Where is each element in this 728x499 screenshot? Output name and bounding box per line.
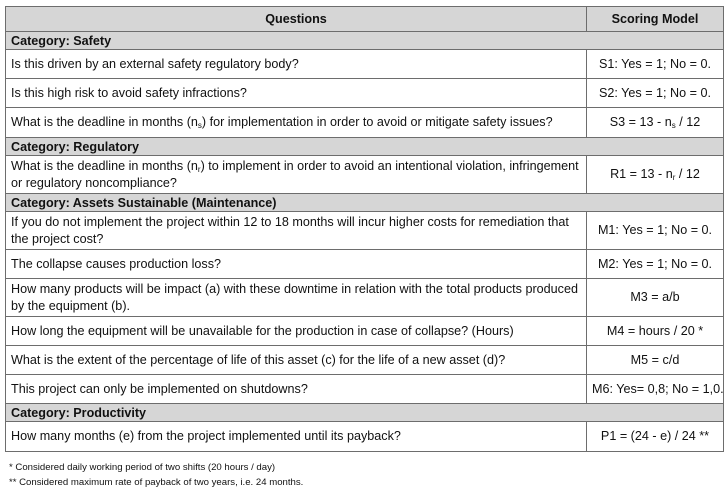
category-productivity: Category: Productivity	[6, 404, 724, 422]
question-r1-text: What is the deadline in months (n	[11, 158, 198, 173]
table-row	[6, 156, 724, 194]
question-m1: If you do not implement the project within 12 to 18 months will incur higher costs for remediation that the project cost?	[6, 212, 587, 250]
question-s3	[6, 108, 587, 138]
footnote-1: * Considered daily working period of two shifts (20 hours / day)	[9, 462, 276, 473]
category-row	[6, 138, 724, 156]
table-row	[6, 375, 724, 404]
score-s1: S1: Yes = 1; No = 0.	[587, 50, 724, 79]
table-row	[6, 50, 724, 79]
score-m5: M5 = c/d	[587, 346, 724, 375]
question-m4: How long the equipment will be unavailable for the production in case of collapse? (Hours)	[6, 317, 587, 346]
table-header-row	[6, 7, 724, 32]
question-s3-text-end: ) for implementation in order to avoid or mitigate safety issues?	[201, 115, 553, 129]
score-m4: M4 = hours / 20 *	[587, 317, 724, 346]
footnote-2: ** Considered maximum rate of payback of two years, i.e. 24 months.	[9, 477, 304, 488]
table-row	[6, 250, 724, 279]
category-regulatory: Category: Regulatory	[6, 138, 724, 156]
questions-header: Questions	[6, 7, 587, 32]
question-m5: What is the extent of the percentage of life of this asset (c) for the life of a new asset (d)?	[6, 346, 587, 375]
question-m3: How many products will be impact (a) with these downtime in relation with the total products produced by the equipment (b).	[6, 279, 587, 317]
table-row	[6, 212, 724, 250]
category-assets: Category: Assets Sustainable (Maintenance)	[6, 194, 724, 212]
scoring-table	[5, 6, 724, 452]
subscript: r	[197, 164, 201, 174]
score-p1: P1 = (24 - e) / 24 **	[587, 422, 724, 452]
score-m6: M6: Yes= 0,8; No = 1,0.	[587, 375, 724, 404]
table-row	[6, 79, 724, 108]
question-s1: Is this driven by an external safety regulatory body?	[6, 50, 587, 79]
table-row	[6, 422, 724, 452]
question-p1: How many months (e) from the project implemented until its payback?	[6, 422, 587, 452]
question-m2: The collapse causes production loss?	[6, 250, 587, 279]
score-r1	[587, 156, 724, 194]
category-safety: Category: Safety	[6, 32, 724, 50]
table-row	[6, 279, 724, 317]
subscript: s	[197, 121, 202, 130]
table-row	[6, 108, 724, 138]
score-m2: M2: Yes = 1; No = 0.	[587, 250, 724, 279]
table-row	[6, 317, 724, 346]
score-m3: M3 = a/b	[587, 279, 724, 317]
table-row	[6, 346, 724, 375]
question-r1	[6, 156, 587, 194]
score-s3	[587, 108, 724, 138]
subscript: s	[671, 121, 676, 130]
category-row	[6, 404, 724, 422]
score-r1-text: R1 = 13 - n	[610, 167, 673, 181]
score-r1-text-end: / 12	[675, 167, 700, 181]
category-row	[6, 32, 724, 50]
score-m1: M1: Yes = 1; No = 0.	[587, 212, 724, 250]
score-s3-text-end: / 12	[675, 115, 701, 129]
footnotes	[9, 460, 303, 490]
question-r1-text-end: ) to implement in order to avoid an intentional violation, infringement or regulatory noncompliance?	[11, 158, 579, 190]
subscript: r	[672, 173, 676, 182]
question-s3-text: What is the deadline in months (n	[11, 115, 198, 129]
question-s2: Is this high risk to avoid safety infractions?	[6, 79, 587, 108]
question-m6: This project can only be implemented on shutdowns?	[6, 375, 587, 404]
score-s3-text: S3 = 13 - n	[609, 115, 672, 129]
scoring-model-header: Scoring Model	[587, 7, 724, 32]
category-row	[6, 194, 724, 212]
score-s2: S2: Yes = 1; No = 0.	[587, 79, 724, 108]
